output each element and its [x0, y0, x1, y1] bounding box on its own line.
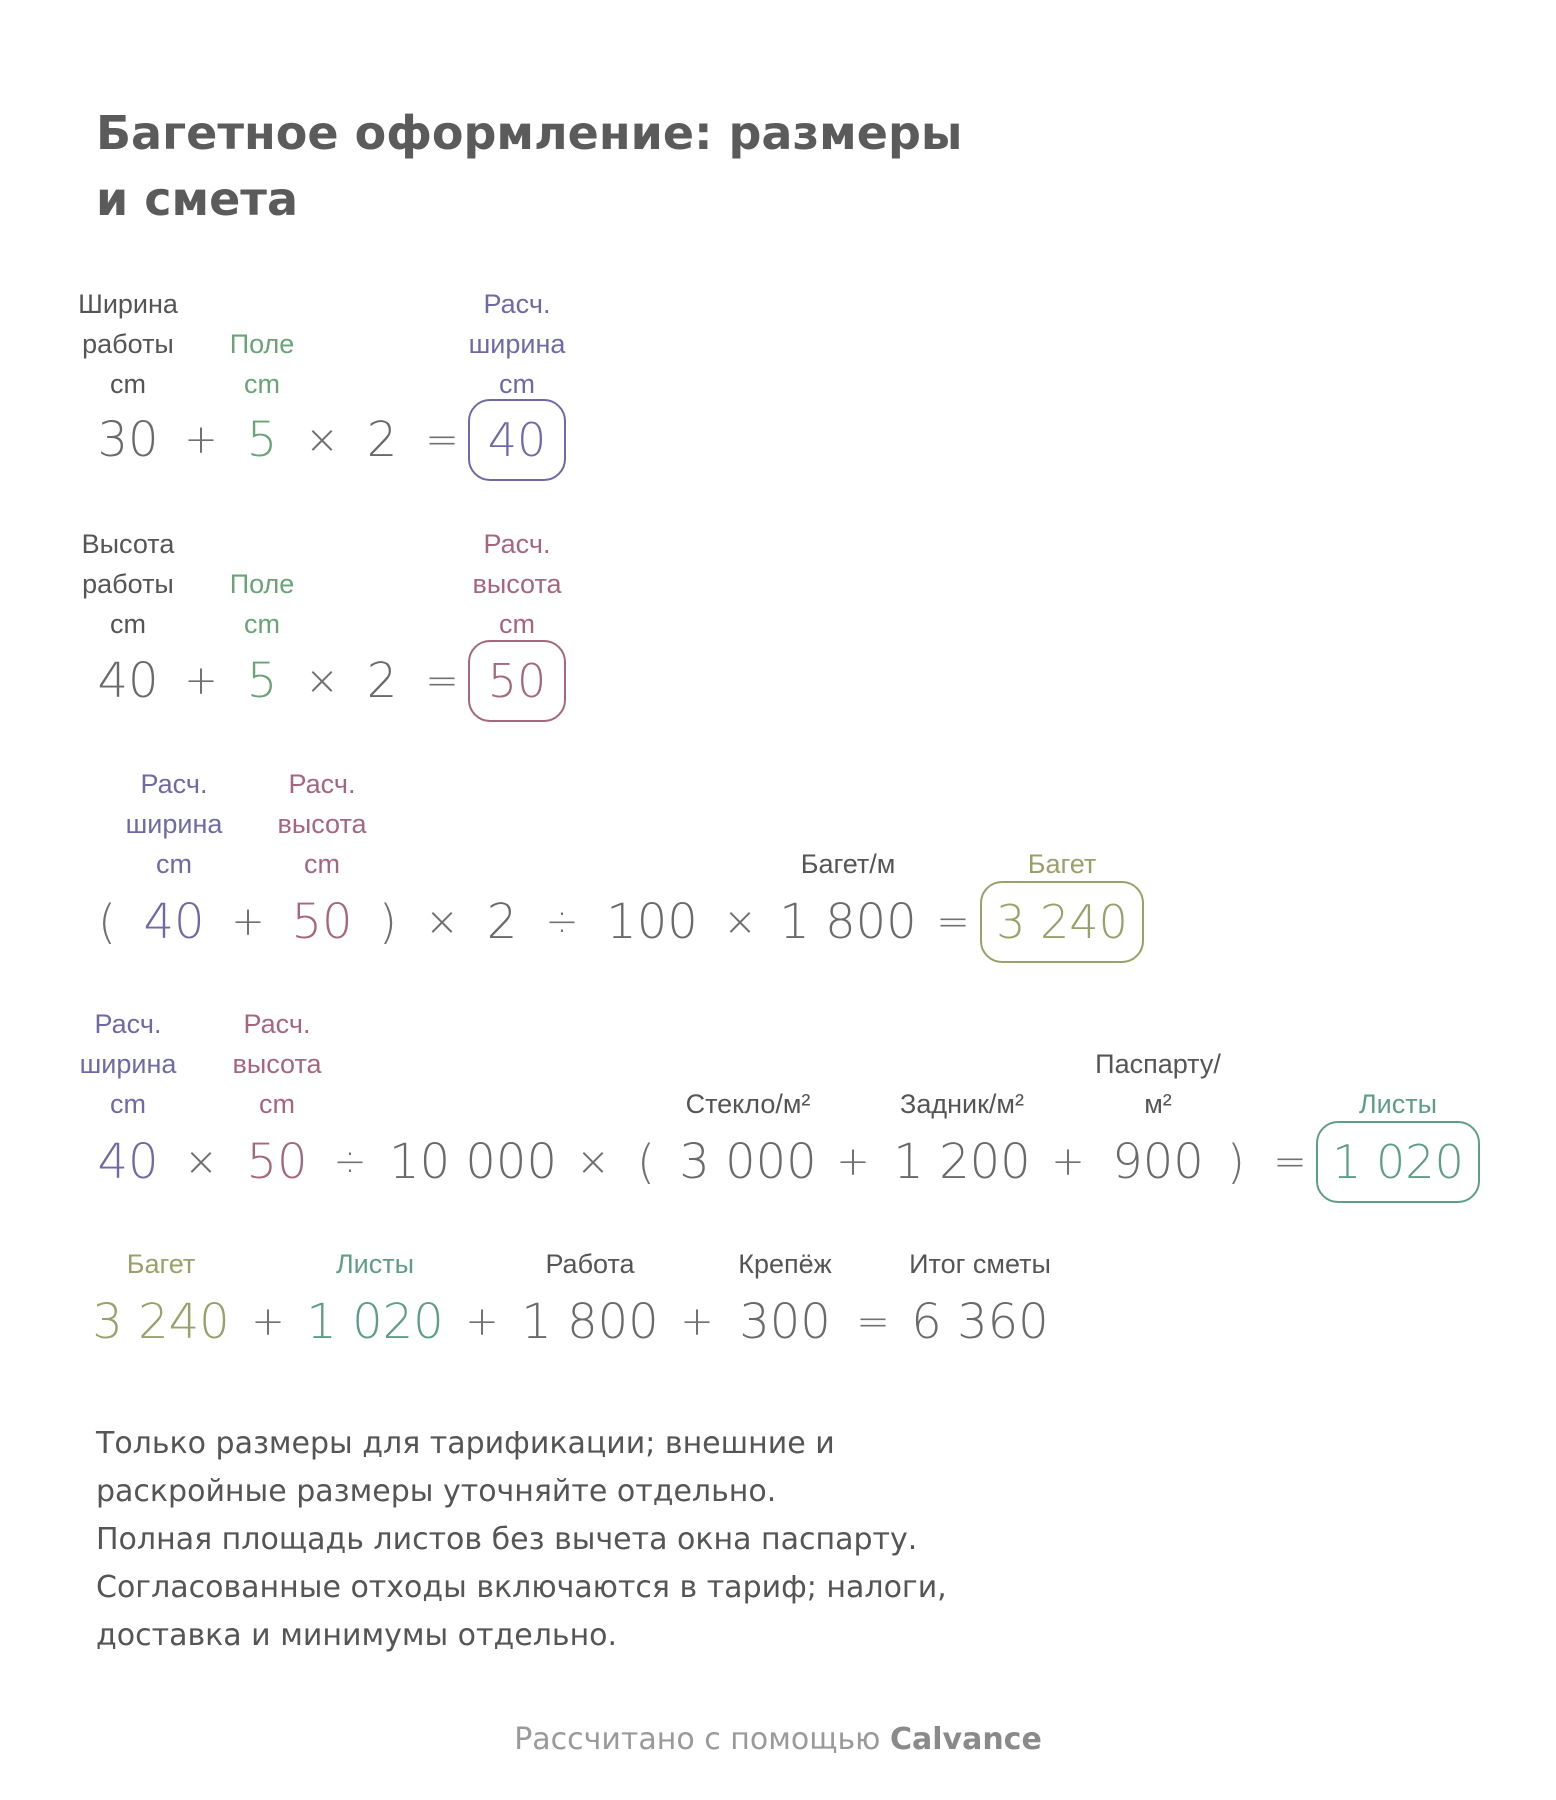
- value-work-height: 40: [97, 653, 159, 709]
- value-mat-rate: 900: [1112, 1134, 1204, 1190]
- label-calc-width: Расч. ширина cm: [468, 289, 566, 399]
- operator-equals: =: [425, 658, 459, 704]
- operator-plus: +: [1051, 1139, 1085, 1185]
- value-calc-height: 50: [291, 894, 353, 950]
- operator-times: ×: [305, 417, 339, 463]
- value-work-width: 30: [97, 412, 159, 468]
- close-paren: ): [379, 895, 397, 949]
- result-calc-height: 50: [468, 640, 566, 722]
- label-frame: Багет: [126, 1249, 196, 1279]
- operator-plus: +: [251, 1299, 285, 1345]
- footer-prefix: Рассчитано с помощью: [514, 1722, 881, 1757]
- label-estimate-total: Итог сметы: [909, 1249, 1051, 1279]
- result-frame-total: 3 240: [980, 881, 1144, 963]
- operator-times: ×: [576, 1139, 610, 1185]
- close-paren: ): [1227, 1135, 1245, 1189]
- value-calc-width: 40: [143, 894, 205, 950]
- value-multiplier: 2: [366, 653, 398, 709]
- result-sheets-total: 1 020: [1316, 1121, 1480, 1203]
- label-work-width: Ширина работы cm: [78, 289, 178, 399]
- value-glass-rate: 3 000: [679, 1134, 817, 1190]
- label-labor: Работа: [545, 1249, 635, 1279]
- label-margin: Поле cm: [229, 329, 295, 399]
- value-divisor: 10 000: [389, 1134, 557, 1190]
- label-sheets: Листы: [335, 1249, 415, 1279]
- label-sheets-total: Листы: [1358, 1089, 1438, 1119]
- label-backing-rate: Задник/м²: [900, 1089, 1024, 1119]
- value-calc-height: 50: [246, 1134, 308, 1190]
- label-calc-height: Расч. высота cm: [277, 769, 367, 879]
- value-hardware: 300: [739, 1294, 831, 1350]
- page-title: Багетное оформление: размеры и смета: [96, 106, 963, 226]
- operator-plus: +: [680, 1299, 714, 1345]
- operator-divide: ÷: [545, 899, 579, 945]
- label-glass-rate: Стекло/м²: [685, 1089, 811, 1119]
- label-calc-height: Расч. высота cm: [232, 1009, 322, 1119]
- operator-equals: =: [856, 1299, 890, 1345]
- operator-times: ×: [425, 899, 459, 945]
- operator-equals: =: [425, 417, 459, 463]
- operator-times: ×: [723, 899, 757, 945]
- value-frame: 3 240: [92, 1294, 230, 1350]
- operator-divide: ÷: [333, 1139, 367, 1185]
- note-sheet-area: Полная площадь листов без вычета окна паспарту.: [96, 1522, 918, 1557]
- value-multiplier: 2: [486, 894, 518, 950]
- value-backing-rate: 1 200: [893, 1134, 1031, 1190]
- operator-times: ×: [184, 1139, 218, 1185]
- value-calc-width: 40: [97, 1134, 159, 1190]
- operator-plus: +: [184, 417, 218, 463]
- value-margin: 5: [246, 653, 278, 709]
- value-margin: 5: [246, 412, 278, 468]
- operator-plus: +: [465, 1299, 499, 1345]
- open-paren: (: [98, 895, 116, 949]
- label-calc-width: Расч. ширина cm: [79, 1009, 177, 1119]
- label-frame-rate: Багет/м: [800, 849, 896, 879]
- value-frame-rate: 1 800: [779, 894, 917, 950]
- label-hardware: Крепёж: [738, 1249, 832, 1279]
- note-waste-taxes: Согласованные отходы включаются в тариф; налоги, доставка и минимумы отдельно.: [96, 1570, 947, 1653]
- operator-plus: +: [184, 658, 218, 704]
- value-sheets: 1 020: [306, 1294, 444, 1350]
- open-paren: (: [637, 1135, 655, 1189]
- value-estimate-total: 6 360: [911, 1294, 1049, 1350]
- label-calc-height: Расч. высота cm: [472, 529, 562, 639]
- operator-equals: =: [936, 899, 970, 945]
- label-mat-rate: Паспарту/ м²: [1095, 1049, 1221, 1119]
- operator-times: ×: [305, 658, 339, 704]
- note-dimensions: Только размеры для тарификации; внешние и раскройные размеры уточняйте отдельно.: [96, 1426, 835, 1509]
- result-calc-width: 40: [468, 399, 566, 481]
- value-labor: 1 800: [521, 1294, 659, 1350]
- label-frame-total: Багет: [1027, 849, 1097, 879]
- label-margin: Поле cm: [229, 569, 295, 639]
- operator-plus: +: [231, 899, 265, 945]
- value-divisor: 100: [606, 894, 698, 950]
- footer-credit: [0, 1722, 1556, 1757]
- operator-plus: +: [836, 1139, 870, 1185]
- brand-name: Calvance: [889, 1722, 1042, 1757]
- value-multiplier: 2: [366, 412, 398, 468]
- label-calc-width: Расч. ширина cm: [125, 769, 223, 879]
- label-work-height: Высота работы cm: [81, 529, 175, 639]
- notes: [96, 1420, 996, 1660]
- operator-equals: =: [1273, 1139, 1307, 1185]
